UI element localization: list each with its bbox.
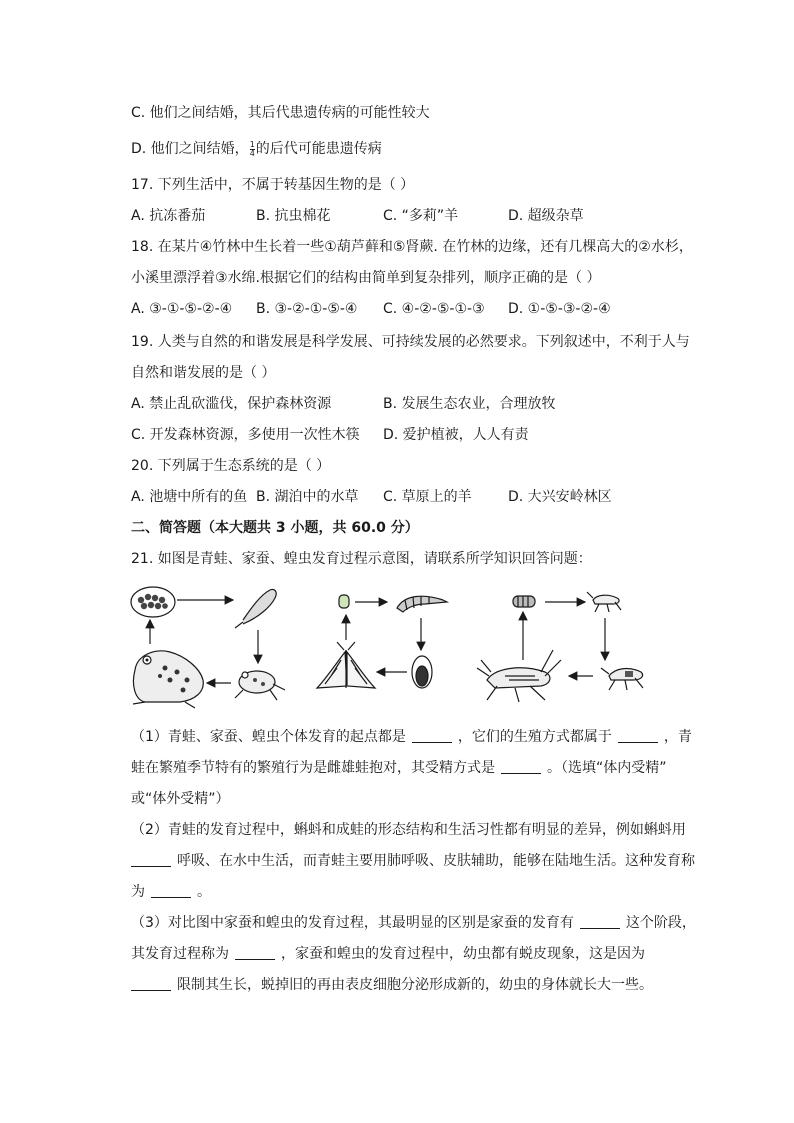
q21-part1-line2: 蛙在繁殖季节特有的繁殖行为是雌雄蛙抱对，其受精方式是 。（选填“体内受精” (131, 760, 667, 776)
q18-option-a: A. ③-①-⑤-②-④ (131, 301, 233, 317)
silk-moth-icon (317, 642, 375, 688)
q21-part1-line1: （1）青蛙、家蚕、蝗虫个体发育的起点都是 ，它们的生殖方式都属于 ，青 (131, 729, 692, 745)
locust-egg-icon (513, 596, 535, 607)
q20-option-c: C. 草原上的羊 (383, 489, 472, 505)
fraction-one-quarter: $\frac{1}{4}$ (249, 139, 255, 158)
answer-blank-4[interactable] (131, 852, 171, 867)
q20-option-d: D. 大兴安岭林区 (508, 489, 612, 505)
locust-nymph-large-icon (601, 668, 643, 690)
silkworm-egg-icon (339, 595, 349, 608)
q21-part2-line1: （2）青蛙的发育过程中，蝌蚪和成蛙的形态结构和生活习性都有明显的差异，例如蝌蚪用 (131, 822, 686, 838)
q16-option-c: C. 他们之间结婚，其后代患遗传病的可能性较大 (131, 105, 430, 121)
q20-option-a: A. 池塘中所有的鱼 (131, 489, 248, 505)
silkworm-larva-icon (397, 596, 447, 612)
adult-frog-icon (133, 651, 203, 708)
q19-option-a: A. 禁止乱砍滥伐，保护森林资源 (131, 396, 332, 412)
section-title: 二、简答题（本大题共 3 小题，共 60.0 分） (131, 520, 419, 536)
q21-part2-line2: 呼吸、在水中生活，而青蛙主要用肺呼吸、皮肤辅助，能够在陆地生活。这种发育称 (131, 851, 695, 871)
q18-option-b: B. ③-②-①-⑤-④ (256, 301, 358, 317)
q16-option-d-suffix: 的后代可能患遗传病 (255, 141, 382, 157)
q19-option-b: B. 发展生态农业，合理放牧 (383, 396, 556, 412)
q21-part3-line2: 其发育过程称为 ，家蚕和蝗虫的发育过程中，幼虫都有蜕皮现象，这是因为 (131, 946, 645, 962)
q20-stem: 20. 下列属于生态系统的是（ ） (131, 458, 331, 474)
answer-blank-1[interactable] (412, 728, 452, 743)
q21-part3-line3: 限制其生长，蜕掉旧的再由表皮细胞分泌形成新的，幼虫的身体就长大一些。 (131, 975, 653, 995)
answer-blank-2[interactable] (618, 728, 658, 743)
answer-blank-6[interactable] (580, 914, 620, 929)
q21-part1-line3: 或“体外受精”） (131, 791, 230, 807)
q17-option-c: C. “多莉”羊 (383, 208, 459, 224)
frog-cycle (131, 587, 285, 708)
q19-option-c: C. 开发森林资源，多使用一次性木筷 (131, 427, 360, 443)
q16-option-d (131, 139, 382, 159)
q17-option-b: B. 抗虫棉花 (256, 208, 331, 224)
q18-option-c: C. ④-②-⑤-①-③ (383, 301, 485, 317)
silkworm-cycle (317, 595, 447, 688)
q19-stem-line2: 自然和谐发展的是（ ） (131, 365, 276, 381)
answer-blank-7[interactable] (235, 945, 275, 960)
locust-cycle (477, 592, 643, 702)
q18-stem-line1: 18. 在某片④竹林中生长着一些①葫芦藓和⑤肾蕨. 在竹林的边缘，还有几棵高大的②水杉， (131, 239, 693, 255)
tadpole-icon (235, 589, 276, 628)
q19-stem-line1: 19. 人类与自然的和谐发展是科学发展、可持续发展的必然要求。下列叙述中，不利于人与 (131, 334, 690, 350)
locust-adult-icon (477, 650, 561, 702)
q18-option-d: D. ①-⑤-③-②-④ (508, 301, 611, 317)
silkworm-pupa-icon (412, 656, 432, 688)
answer-blank-5[interactable] (151, 883, 191, 898)
frog-eggs-icon (131, 587, 175, 617)
young-frog-icon (235, 671, 285, 700)
q17-option-d: D. 超级杂草 (508, 208, 584, 224)
q20-option-b: B. 湖泊中的水草 (256, 489, 359, 505)
q16-option-d-prefix: D. 他们之间结婚， (131, 141, 249, 157)
q17-option-a: A. 抗冻番茄 (131, 208, 206, 224)
q18-stem-line2: 小溪里漂浮着③水绵.根据它们的结构由简单到复杂排列，顺序正确的是（ ） (131, 270, 601, 286)
q21-stem: 21. 如图是青蛙、家蚕、蝗虫发育过程示意图，请联系所学知识回答问题： (131, 551, 592, 567)
locust-nymph-small-icon (587, 592, 621, 612)
q21-part2-line3: 为 。 (131, 884, 211, 900)
answer-blank-8[interactable] (131, 976, 171, 991)
q21-part3-line1: （3）对比图中家蚕和蝗虫的发育过程，其最明显的区别是家蚕的发育有 这个阶段， (131, 915, 696, 931)
development-cycle-figure (125, 580, 685, 715)
q19-option-d: D. 爱护植被，人人有责 (383, 427, 529, 443)
q17-stem: 17. 下列生活中，不属于转基因生物的是（ ） (131, 177, 415, 193)
answer-blank-3[interactable] (501, 759, 541, 774)
